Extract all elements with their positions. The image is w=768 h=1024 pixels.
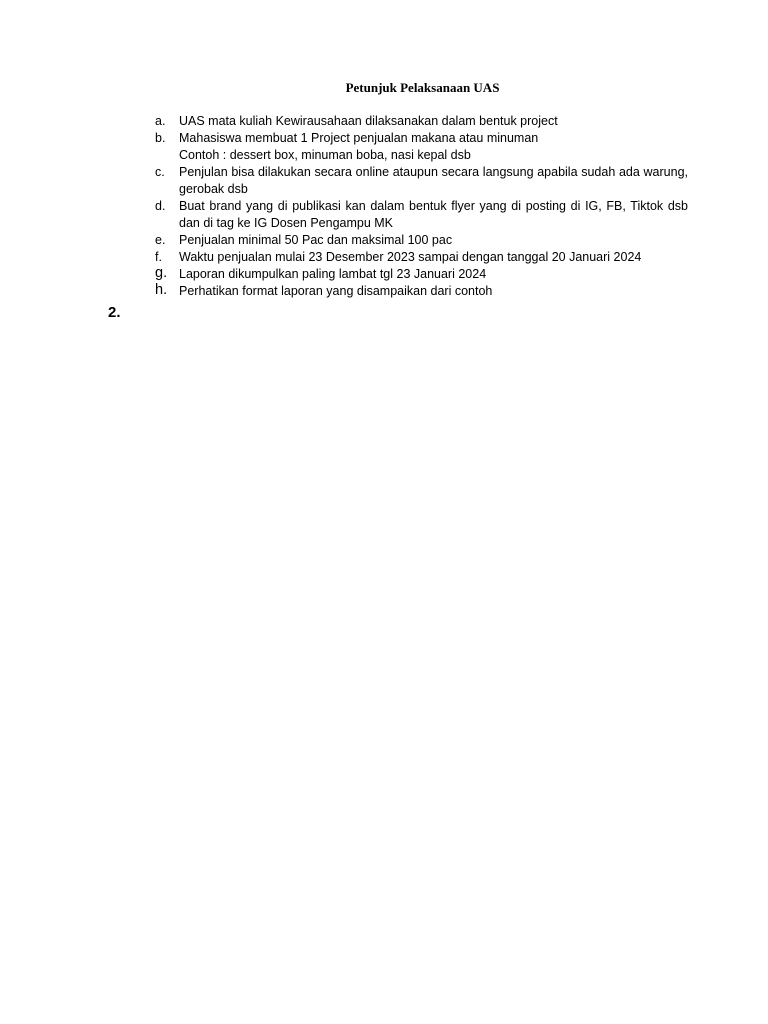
list-item-text: Waktu penjualan mulai 23 Desember 2023 sampai dengan tanggal 20 Januari 2024	[179, 250, 642, 264]
list-marker: e.	[155, 233, 166, 247]
list-marker: a.	[155, 114, 166, 128]
list-item-c	[155, 164, 688, 198]
list-item-text: Penjulan bisa dilakukan secara online ataupun secara langsung apabila sudah ada warung, gerobak dsb	[179, 165, 688, 196]
list-item-text: Laporan dikumpulkan paling lambat tgl 23 Januari 2024	[179, 267, 487, 281]
list-marker: d.	[155, 199, 166, 213]
list-item-text: Penjualan minimal 50 Pac dan maksimal 100 pac	[179, 233, 453, 247]
list-item-text: Perhatikan format laporan yang disampaikan dari contoh	[179, 284, 493, 298]
list-marker: g.	[155, 265, 168, 281]
list-marker: c.	[155, 165, 165, 179]
list-item-text: Mahasiswa membuat 1 Project penjualan makana atau minuman	[179, 131, 539, 145]
list-item-text: UAS mata kuliah Kewirausahaan dilaksanakan dalam bentuk project	[179, 114, 558, 128]
list-marker: h.	[155, 282, 168, 298]
list-marker: f.	[155, 250, 162, 264]
document-title: Petunjuk Pelaksanaan UAS	[345, 80, 500, 95]
list-item-f	[155, 249, 688, 266]
list-item-e	[155, 232, 688, 249]
list-marker: b.	[155, 131, 166, 145]
list-item-g	[155, 266, 688, 283]
list-item-h	[155, 283, 688, 300]
list-item-subtext: Contoh : dessert box, minuman boba, nasi kepal dsb	[179, 148, 471, 162]
list-item-a	[155, 113, 688, 130]
list-item-d	[155, 198, 688, 232]
instruction-list	[155, 113, 688, 300]
section-number: 2.	[108, 304, 121, 321]
list-item-b	[155, 130, 688, 164]
list-item-text: Buat brand yang di publikasi kan dalam bentuk flyer yang di posting di IG, FB, Tiktok dsb dan di tag ke IG Dosen Pengampu MK	[179, 199, 688, 230]
